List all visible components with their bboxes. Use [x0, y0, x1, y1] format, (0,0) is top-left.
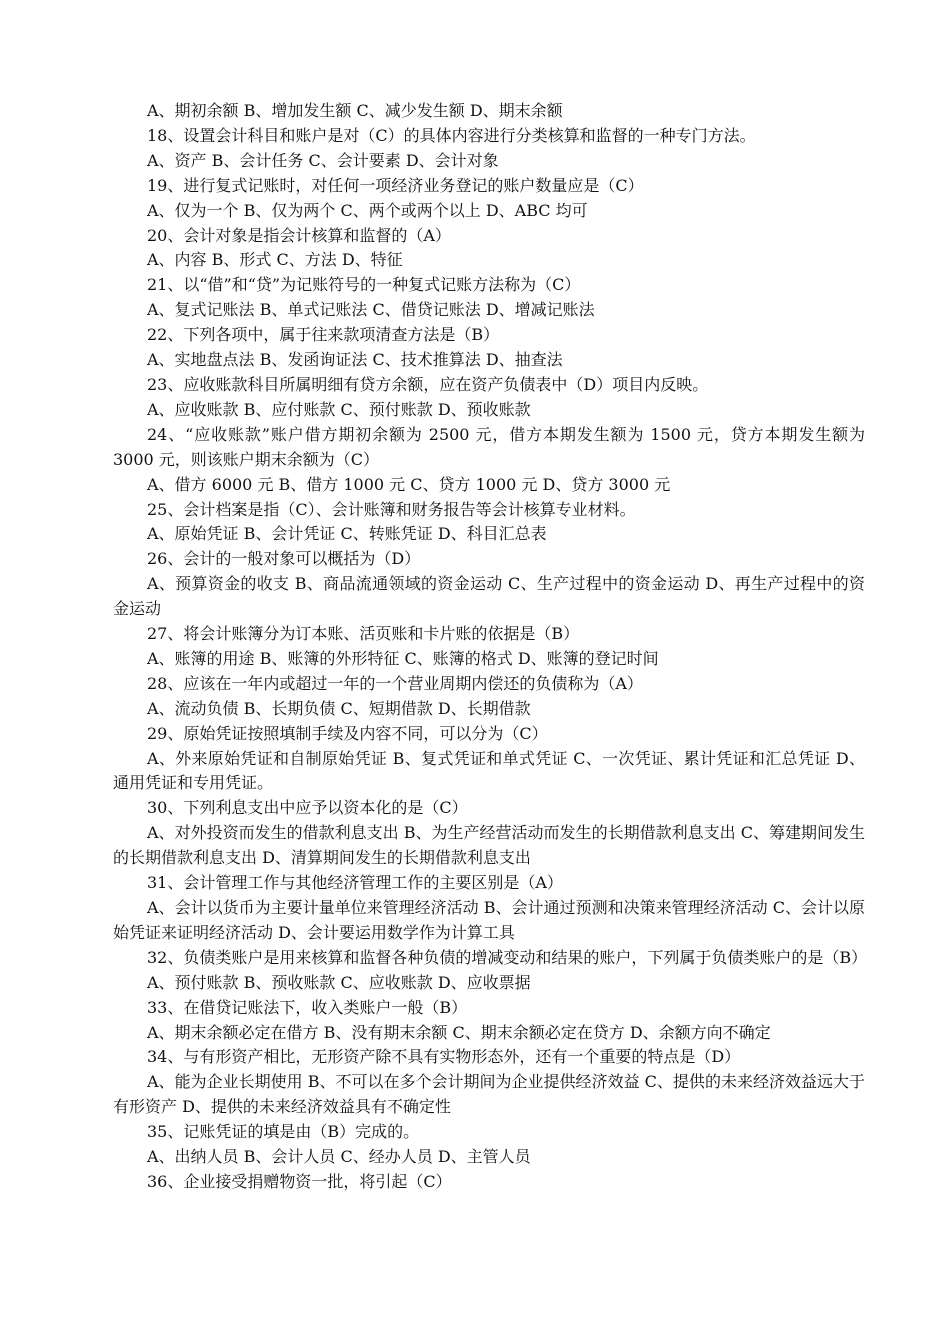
question-25: 25、会计档案是指（C）、会计账簿和财务报告等会计核算专业材料。: [147, 499, 636, 519]
answer-options: A、能为企业长期使用 B、不可以在多个会计期间为企业提供经济效益 C、提供的未来经济效益远大于有形资产 D、提供的未来经济效益具有不确定性: [113, 1072, 865, 1117]
answer-options: A、期初余额 B、增加发生额 C、减少发生额 D、期末余额: [147, 101, 563, 120]
question-36: 36、企业接受捐赠物资一批，将引起（C）: [147, 1171, 452, 1191]
question-23: 23、应收账款科目所属明细有贷方余额，应在资产负债表中（D）项目内反映。: [147, 374, 709, 394]
answer-options: A、实地盘点法 B、发函询证法 C、技术推算法 D、抽查法: [147, 350, 563, 370]
answer-options: A、仅为一个 B、仅为两个 C、两个或两个以上 D、ABC 均可: [147, 200, 588, 220]
answer-options: A、外来原始凭证和自制原始凭证 B、复式凭证和单式凭证 C、一次凭证、累计凭证和汇总凭证 D、通用凭证和专用凭证。: [113, 748, 865, 793]
question-24: 24、“应收账款”账户借方期初余额为 2500 元，借方本期发生额为 1500 元，贷方本期发生额为 3000 元，则该账户期末余额为（C）: [113, 424, 865, 469]
answer-options: A、借方 6000 元 B、借方 1000 元 C、贷方 1000 元 D、贷方 3000 元: [147, 474, 671, 494]
answer-options: A、应收账款 B、应付账款 C、预付账款 D、预收账款: [147, 399, 531, 419]
question-26: 26、会计的一般对象可以概括为（D）: [147, 549, 421, 569]
answer-options: A、账簿的用途 B、账簿的外形特征 C、账簿的格式 D、账簿的登记时间: [147, 648, 659, 668]
answer-options: A、出纳人员 B、会计人员 C、经办人员 D、主管人员: [147, 1147, 531, 1167]
answer-options: A、原始凭证 B、会计凭证 C、转账凭证 D、科目汇总表: [147, 524, 547, 544]
answer-options: A、期末余额必定在借方 B、没有期末余额 C、期末余额必定在贷方 D、余额方向不确定: [147, 1022, 771, 1042]
answer-options: A、流动负债 B、长期负债 C、短期借款 D、长期借款: [147, 698, 531, 718]
answer-options: A、预付账款 B、预收账款 C、应收账款 D、应收票据: [147, 972, 531, 992]
question-34: 34、与有形资产相比，无形资产除不具有实物形态外，还有一个重要的特点是（D）: [147, 1047, 741, 1067]
answer-options: A、资产 B、会计任务 C、会计要素 D、会计对象: [147, 150, 499, 170]
question-31: 31、会计管理工作与其他经济管理工作的主要区别是（A）: [147, 873, 563, 893]
question-32: 32、负债类账户是用来核算和监督各种负债的增减变动和结果的账户，下列属于负债类账户的是（B）: [147, 947, 868, 967]
question-29: 29、原始凭证按照填制手续及内容不同，可以分为（C）: [147, 723, 548, 743]
question-35: 35、记账凭证的填是由（B）完成的。: [147, 1122, 420, 1142]
question-33: 33、在借贷记账法下，收入类账户一般（B）: [147, 997, 468, 1017]
answer-options: A、内容 B、形式 C、方法 D、特征: [147, 250, 403, 270]
question-21: 21、以“借”和“贷”为记账符号的一种复式记账方法称为（C）: [147, 275, 581, 295]
question-18: 18、设置会计科目和账户是对（C）的具体内容进行分类核算和监督的一种专门方法。: [147, 125, 756, 145]
answer-options: A、会计以货币为主要计量单位来管理经济活动 B、会计通过预测和决策来管理经济活动 C、会计以原始凭证来证明经济活动 D、会计要运用数学作为计算工具: [113, 898, 865, 942]
answer-options: A、对外投资而发生的借款利息支出 B、为生产经营活动而发生的长期借款利息支出 C、筹建期间发生的长期借款利息支出 D、清算期间发生的长期借款利息支出: [113, 823, 865, 868]
question-20: 20、会计对象是指会计核算和监督的（A）: [147, 225, 451, 245]
question-30: 30、下列利息支出中应予以资本化的是（C）: [147, 798, 468, 818]
document-page: [113, 99, 868, 1195]
question-27: 27、将会计账簿分为订本账、活页账和卡片账的依据是（B）: [147, 624, 580, 644]
question-28: 28、应该在一年内或超过一年的一个营业周期内偿还的负债称为（A）: [147, 673, 643, 693]
answer-options: A、预算资金的收支 B、商品流通领域的资金运动 C、生产过程中的资金运动 D、再生产过程中的资金运动: [113, 574, 865, 619]
question-22: 22、下列各项中，属于往来款项清查方法是（B）: [147, 325, 500, 345]
question-19: 19、进行复式记账时，对任何一项经济业务登记的账户数量应是（C）: [147, 175, 644, 195]
answer-options: A、复式记账法 B、单式记账法 C、借贷记账法 D、增减记账法: [147, 300, 595, 320]
